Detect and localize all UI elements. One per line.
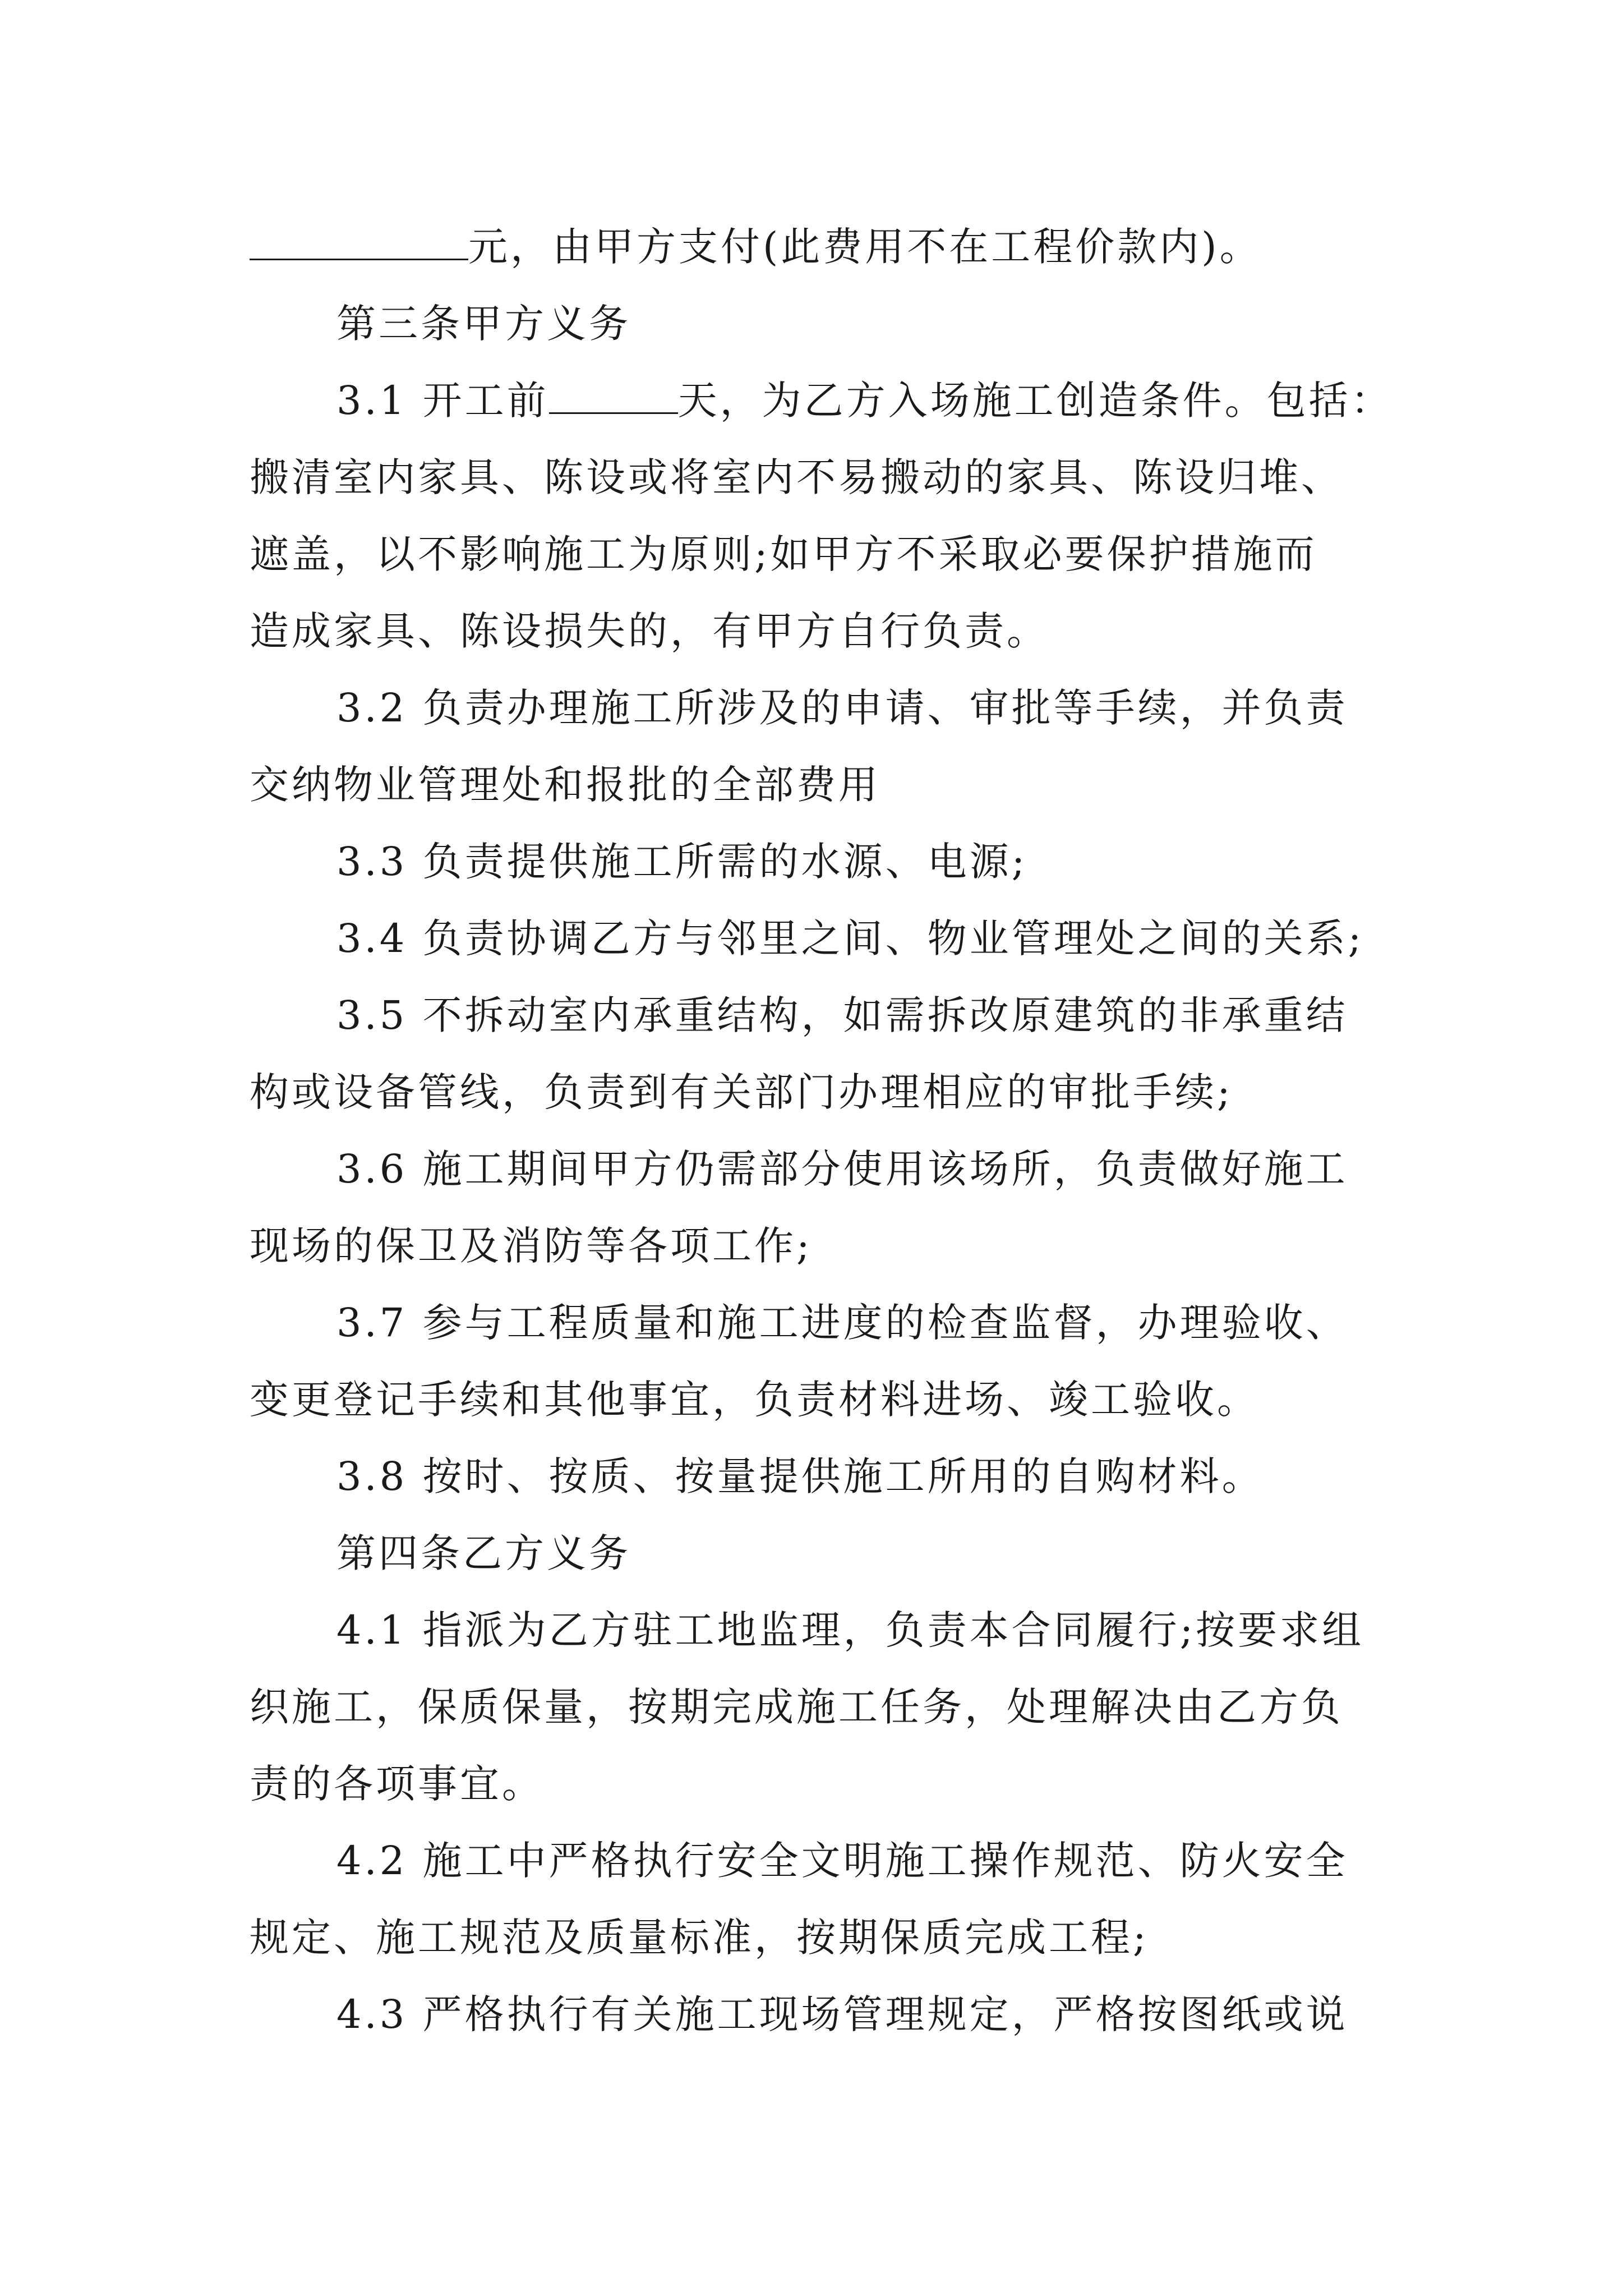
line-text: 3.8 按时、按质、按量提供施工所用的自购材料。 (336, 1453, 1264, 1499)
text-line (250, 747, 1405, 823)
line-text: 3.6 施工期间甲方仍需部分使用该场所，负责做好施工 (336, 1146, 1348, 1192)
text-line (250, 516, 1405, 593)
line-text: 规定、施工规范及质量标准，按期保质完成工程; (250, 1915, 1149, 1961)
text-line (250, 1131, 1405, 1208)
text-line (250, 977, 1405, 1054)
line-text: 3.4 负责协调乙方与邻里之间、物业管理处之间的关系; (336, 915, 1364, 961)
text-line (250, 286, 1405, 362)
text-line (250, 1899, 1405, 1976)
text-line (250, 823, 1405, 900)
line-text: 变更登记手续和其他事宜，负责材料进场、竣工验收。 (250, 1377, 1259, 1423)
fill-in-blank (549, 378, 678, 414)
text-line (250, 1592, 1405, 1669)
line-prefix: 3.1 开工前 (336, 378, 549, 424)
line-text: 4.2 施工中严格执行安全文明施工操作规范、防火安全 (336, 1838, 1348, 1884)
line-text: 现场的保卫及消防等各项工作; (250, 1223, 813, 1269)
text-line (250, 362, 1405, 439)
line-text: 3.5 不拆动室内承重结构，如需拆改原建筑的非承重结 (336, 992, 1348, 1038)
text-line (250, 670, 1405, 747)
line-text: 遮盖，以不影响施工为原则;如甲方不采取必要保护措施而 (250, 531, 1317, 577)
text-line (250, 1361, 1405, 1438)
line-text: 责的各项事宜。 (250, 1761, 544, 1807)
text-line (250, 900, 1405, 977)
text-line (250, 1515, 1405, 1592)
line-text: 构或设备管线，负责到有关部门办理相应的审批手续; (250, 1069, 1233, 1115)
text-line (250, 1054, 1405, 1131)
line-text: 织施工，保质保量，按期完成施工任务，处理解决由乙方负 (250, 1684, 1343, 1730)
text-line (250, 593, 1405, 670)
line-text: 4.3 严格执行有关施工现场管理规定，严格按图纸或说 (336, 1991, 1348, 2037)
line-text: 3.3 负责提供施工所需的水源、电源; (336, 839, 1028, 885)
line-text: 4.1 指派为乙方驻工地监理，负责本合同履行;按要求组 (336, 1607, 1364, 1653)
text-line (250, 1438, 1405, 1515)
contract-body-text (250, 209, 1405, 2053)
text-line (250, 1976, 1405, 2053)
text-line (250, 439, 1405, 516)
line-text: 第四条乙方义务 (336, 1530, 631, 1576)
text-line (250, 209, 1405, 286)
line-text: 3.7 参与工程质量和施工进度的检查监督，办理验收、 (336, 1300, 1348, 1346)
line-text: 造成家具、陈设损失的，有甲方自行负责。 (250, 608, 1049, 654)
text-line (250, 1285, 1405, 1361)
line-text: 3.2 负责办理施工所涉及的申请、审批等手续，并负责 (336, 685, 1348, 731)
line-text: 第三条甲方义务 (336, 301, 631, 347)
text-line (250, 1208, 1405, 1285)
line-text: 搬清室内家具、陈设或将室内不易搬动的家具、陈设归堆、 (250, 454, 1343, 500)
text-line (250, 1823, 1405, 1899)
line-text: 交纳物业管理处和报批的全部费用 (250, 762, 880, 808)
text-line (250, 1669, 1405, 1746)
text-line (250, 1746, 1405, 1823)
line-text: 天，为乙方入场施工创造条件。包括： (677, 378, 1393, 424)
line-text: 元，由甲方支付(此费用不在工程价款内)。 (468, 224, 1262, 270)
fill-in-blank (250, 224, 468, 260)
